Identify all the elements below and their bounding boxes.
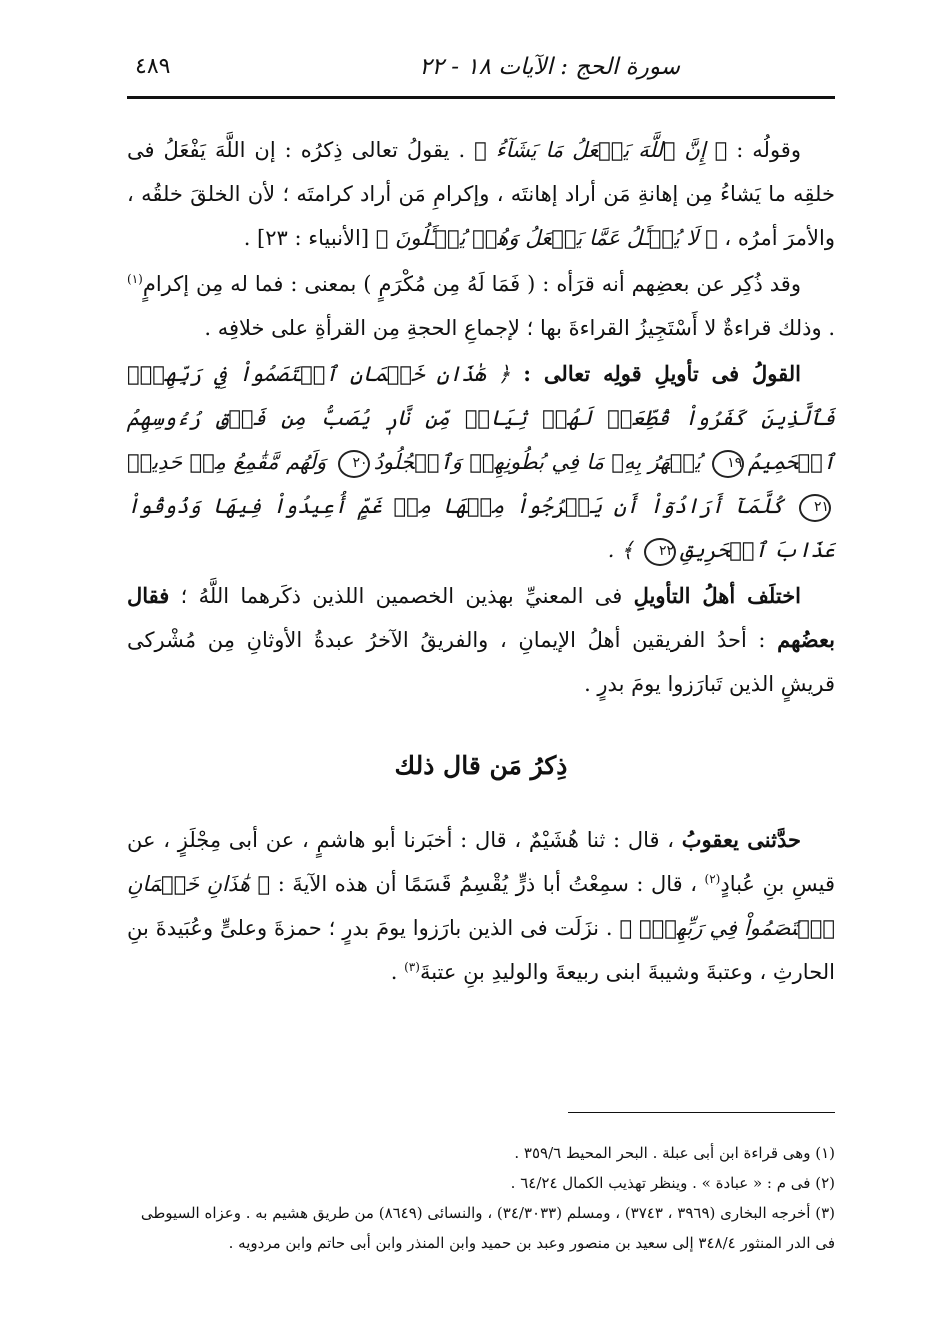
paragraph-5-lead: حدَّثنى يعقوبُ (681, 827, 801, 852)
running-title: سورة الحج : الآيات ١٨ - ٢٢ (419, 54, 680, 80)
paragraph-5-text: ، قال : ثنا هُشَيْمٌ ، قال : أخبَرنا أبو هاشمٍ ، عن أبى مِجْلَزٍ ، عن قيسِ بنِ عُبادٍ (127, 828, 836, 896)
running-header (127, 50, 835, 90)
section-heading: ذِكرُ مَن قال ذلك (394, 751, 568, 780)
aya-number: ٢١ (799, 494, 831, 522)
paragraph-2-text: . وذلك قراءةٌ لا أَسْتَجِيزُ القراءةَ بها ؛ لإجماعِ الحجةِ مِن القرأةِ على خلافِه . (204, 316, 835, 340)
main-text (127, 128, 835, 994)
paragraph-5-text: ، قال : سمِعْتُ أبا ذرٍّ يُقْسِمُ قَسَمًا أن هذه الآيةَ : (270, 872, 705, 896)
paragraph-1 (127, 128, 835, 260)
paragraph-4-text: فى المعنيِّ بهذين الخصمين اللذين ذكَرهما اللَّهُ ؛ (169, 584, 634, 608)
paragraph-5-text: . نزَلَت فى الذين بارَزوا يومَ بدرٍ ؛ حمزةَ وعلىٍّ وعُبَيدةَ بنِ الحارثِ ، وعتبةَ وشيبةَ ابنى ربيعةَ والوليدِ بنِ عتبةَ (127, 916, 835, 984)
paragraph-5 (127, 818, 835, 994)
paragraph-3-lead: القولُ فى تأويلِ قولِه تعالى : (510, 361, 801, 386)
aya-number: ٢٠ (338, 450, 370, 478)
footnote-ref-2[interactable]: (٢) (704, 872, 721, 886)
aya-number: ٢٢ (644, 538, 676, 566)
paragraph-2 (127, 262, 835, 350)
header-rule (127, 96, 835, 99)
paragraph-2-text: وقد ذُكِر عن بعضِهم أنه قرَأه : ( فَمَا لَهُ مِن مُكْرَمٍ ) بمعنى : فما له مِن إكرامٍ (142, 272, 801, 296)
footnote-2: (٢) فى م : « عبادة » . وينظر تهذيب الكمال ٦٤/٢٤ . (510, 1174, 835, 1192)
footnote-3: (٣) أخرجه البخارى (٣٩٦٩ ، ٣٧٤٣) ، ومسلم (٣٤/٣٠٣٣) ، والنسائى (٨٦٤٩) من طريق هشيم به . وعزاه السيوطى فى الدر المنثور ٣٤٨/٤ إلى سعيد بن منصور وعبد بن حميد وابن المنذر وابن أبى حاتم وابن مردويه . (140, 1204, 835, 1252)
footnote-rule (568, 1112, 835, 1113)
quran-quote: ﴿ لَا يُسۡـَٔلُ عَمَّا يَفۡعَلُ وَهُمۡ يُسۡـَٔلُونَ ﴾ (375, 226, 718, 250)
paragraph-1-text: . يقولُ تعالى ذِكرُه : إن اللَّهَ يَفْعَلُ فى خلقِه ما يَشاءُ مِن إهانةِ مَن أراد إهانتَه ، وإكرامِ مَن أراد كرامتَه ؛ لأن الخلقَ خلقُه ، والأمرَ أمرُه ، (127, 138, 835, 250)
paragraph-4-lead: فقال بعضُهم (127, 583, 835, 652)
quran-quote-end: ﴾ . (607, 538, 641, 562)
paragraph-4-text: : أحدُ الفريقين أهلُ الإيمانِ ، والفريقُ الآخرُ عبدةُ الأوثانِ مِن مُشْركى قريشٍ الذين تَبارَزوا يومَ بدرٍ . (127, 628, 835, 696)
quran-quote: يُصۡهَرُ بِهِۦ مَا فِي بُطُونِهِمۡ وَٱلۡجُلُودُ (373, 450, 709, 474)
paragraph-4 (127, 574, 835, 706)
footnote-ref-3[interactable]: (٣) (404, 960, 420, 974)
footnotes (127, 1138, 835, 1258)
quran-quote: ﴿ إِنَّ ٱللَّهَ يَفۡعَلُ مَا يَشَآءُ ﴾ (474, 138, 728, 162)
quran-quote: كُلَّمَآ أَرَادُوٓاْ أَن يَخۡرُجُواْ مِنۡهَا مِنۡ غَمٍّ أُعِيدُواْ فِيهَا وَذُوقُواْ عَذَابَ ٱلۡحَرِيقِ (127, 494, 835, 562)
paragraph-5-text: . (390, 960, 405, 984)
quran-reference: [الأنبياء : ٢٣] . (243, 226, 376, 250)
page-number: ٤٨٩ (135, 54, 171, 79)
aya-number: ١٩ (712, 450, 744, 478)
footnote-1: (١) وهى قراءة ابن أبى عبلة . البحر المحيط ٣٥٩/٦ . (514, 1144, 835, 1162)
paragraph-3 (127, 352, 835, 572)
quran-quote: ﴿ هَٰذَانِ خَصۡمَانِ ٱخۡتَصَمُواْ فِي رَبِّهِمۡۖ فَٱلَّذِينَ كَفَرُواْ قُطِّعَتۡ لَهُمۡ ثِيَابٞ مِّن نَّارٖ يُصَبُّ مِن فَوۡقِ رُءُوسِهِمُ ٱلۡحَمِيمُ (127, 362, 835, 474)
quran-quote: ﴿ هَٰذَانِ خَصۡمَانِ ٱخۡتَصَمُواْ فِي رَبِّهِمۡۖ ﴾ (127, 872, 835, 940)
quran-quote: وَلَهُم مَّقَٰمِعُ مِنۡ حَدِيدٖ (127, 450, 334, 474)
footnote-ref-1[interactable]: (١) (127, 272, 143, 286)
paragraph-4-lead: اختلَف أهلُ التأويلِ (633, 583, 802, 608)
paragraph-1-lead: وقولُه : (727, 138, 801, 162)
